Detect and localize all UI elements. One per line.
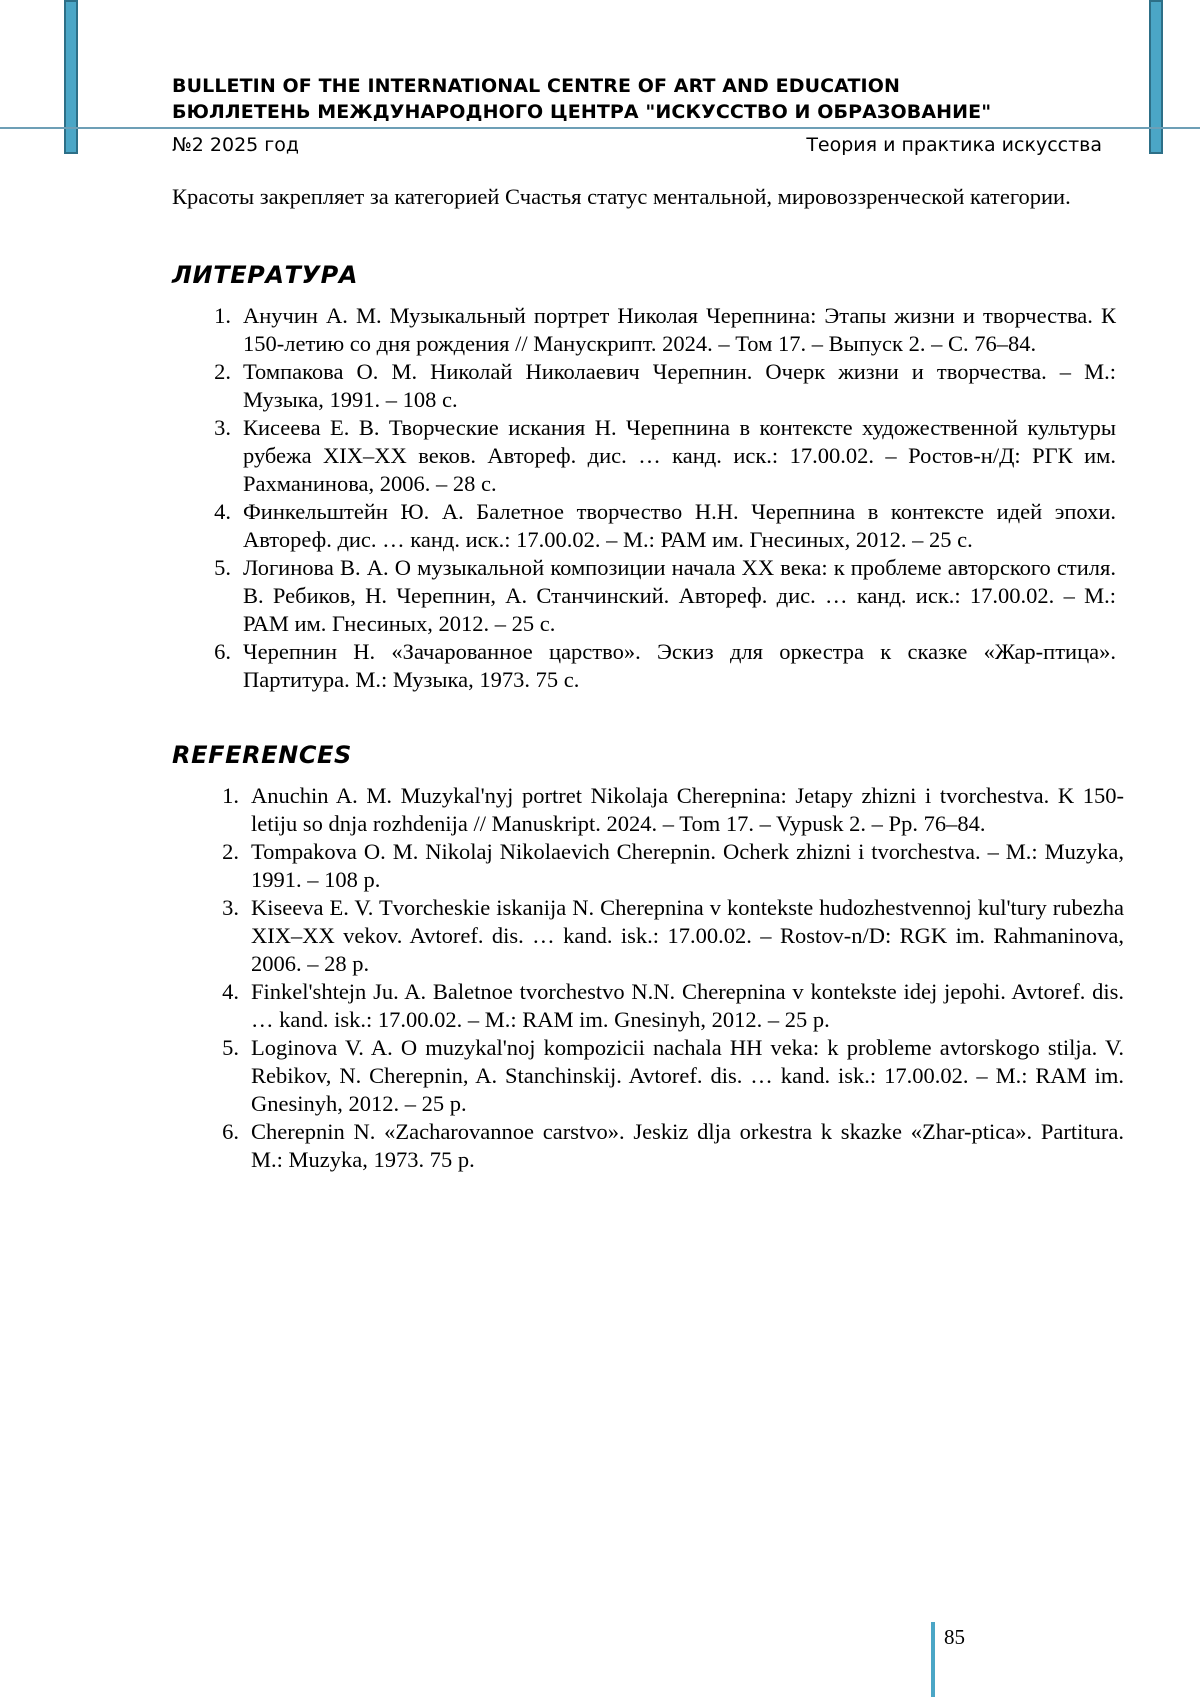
reference-item-text: Cherepnin N. «Zacharovannoe carstvo». Jeskiz dlja orkestra k skazke «Zhar-ptica». Partitura. M.: Muzyka, 1973. 75 p. <box>251 1119 1124 1172</box>
journal-title-ru: БЮЛЛЕТЕНЬ МЕЖДУНАРОДНОГО ЦЕНТРА "ИСКУССТВО И ОБРАЗОВАНИЕ" <box>172 101 992 123</box>
header-accent-bar-left <box>64 0 78 154</box>
literature-item <box>214 414 1116 498</box>
reference-item-number: 3. <box>222 895 239 920</box>
page-number-rule <box>931 1622 935 1697</box>
literature-list <box>214 302 1116 694</box>
reference-item-number: 6. <box>222 1119 239 1144</box>
reference-item <box>222 1118 1124 1174</box>
reference-item <box>222 1034 1124 1118</box>
header-divider <box>0 127 1200 129</box>
journal-title-en: BULLETIN OF THE INTERNATIONAL CENTRE OF ART AND EDUCATION <box>172 75 900 97</box>
references-list <box>222 782 1124 1174</box>
literature-item-number: 1. <box>214 303 231 328</box>
page-number: 85 <box>944 1625 965 1649</box>
intro-paragraph: Красоты закрепляет за категорией Счастья статус ментальной, мировоззренческой категории. <box>172 184 1071 209</box>
reference-item <box>222 978 1124 1034</box>
literature-item-text: Финкельштейн Ю. А. Балетное творчество Н.Н. Черепнина в контексте идей эпохи. Автореф. дис. … канд. иск.: 17.00.02. – М.: РАМ им. Гнесиных, 2012. – 25 с. <box>243 499 1116 552</box>
literature-heading: ЛИТЕРАТУРА <box>172 261 358 289</box>
literature-item-text: Томпакова О. М. Николай Николаевич Черепнин. Очерк жизни и творчества. – М.: Музыка, 1991. – 108 с. <box>243 359 1116 412</box>
reference-item-number: 1. <box>222 783 239 808</box>
literature-item-number: 5. <box>214 555 231 580</box>
literature-item <box>214 638 1116 694</box>
literature-item <box>214 358 1116 414</box>
section-label: Теория и практика искусства <box>806 134 1102 156</box>
reference-item-text: Anuchin A. M. Muzykal'nyj portret Nikolaja Cherepnina: Jetapy zhizni i tvorchestva. K 150-letiju so dnja rozhdenija // Manuskript. 2024. – Tom 17. – Vypusk 2. – Pp. 76–84. <box>251 783 1124 836</box>
reference-item-number: 5. <box>222 1035 239 1060</box>
literature-item-number: 4. <box>214 499 231 524</box>
reference-item-number: 2. <box>222 839 239 864</box>
literature-item-text: Черепнин Н. «Зачарованное царство». Эскиз для оркестра к сказке «Жар-птица». Партитура. М.: Музыка, 1973. 75 с. <box>243 639 1116 692</box>
reference-item-text: Finkel'shtejn Ju. A. Baletnoe tvorchestvo N.N. Cherepnina v kontekste idej jepohi. Avtoref. dis. … kand. isk.: 17.00.02. – M.: RAM im. Gnesinyh, 2012. – 25 p. <box>251 979 1124 1032</box>
literature-item-number: 2. <box>214 359 231 384</box>
reference-item-text: Tompakova O. M. Nikolaj Nikolaevich Cherepnin. Ocherk zhizni i tvorchestva. – M.: Muzyka, 1991. – 108 p. <box>251 839 1124 892</box>
literature-item-number: 3. <box>214 415 231 440</box>
header-accent-bar-right <box>1149 0 1163 154</box>
literature-item-text: Анучин А. М. Музыкальный портрет Николая Черепнина: Этапы жизни и творчества. К 150-летию со дня рождения // Манускрипт. 2024. – Том 17. – Выпуск 2. – С. 76–84. <box>243 303 1116 356</box>
reference-item-text: Kiseeva E. V. Tvorcheskie iskanija N. Cherepnina v kontekste hudozhestvennoj kul'tury rubezha XIX–XX vekov. Avtoref. dis. … kand. isk.: 17.00.02. – Rostov-n/D: RGK im. Rahmaninova, 2006. – 28 p. <box>251 895 1124 976</box>
reference-item <box>222 782 1124 838</box>
literature-item <box>214 498 1116 554</box>
issue-label: №2 2025 год <box>172 134 300 156</box>
reference-item <box>222 894 1124 978</box>
literature-item-text: Кисеева Е. В. Творческие искания Н. Черепнина в контексте художественной культуры рубежа XIX–XX веков. Автореф. дис. … канд. иск.: 17.00.02. – Ростов-н/Д: РГК им. Рахманинова, 2006. – 28 с. <box>243 415 1116 496</box>
reference-item-number: 4. <box>222 979 239 1004</box>
journal-title <box>172 73 991 125</box>
reference-item <box>222 838 1124 894</box>
literature-item-number: 6. <box>214 639 231 664</box>
references-heading: REFERENCES <box>172 741 352 769</box>
reference-item-text: Loginova V. A. O muzykal'noj kompozicii nachala HH veka: k probleme avtorskogo stilja. V. Rebikov, N. Cherepnin, A. Stanchinskij. Avtoref. dis. … kand. isk.: 17.00.02. – M.: RAM im. Gnesinyh, 2012. – 25 p. <box>251 1035 1124 1116</box>
literature-item-text: Логинова В. А. О музыкальной композиции начала ХХ века: к проблеме авторского стиля. В. Ребиков, Н. Черепнин, А. Станчинский. Автореф. дис. … канд. иск.: 17.00.02. – М.: РАМ им. Гнесиных, 2012. – 25 с. <box>243 555 1116 636</box>
literature-item <box>214 302 1116 358</box>
literature-item <box>214 554 1116 638</box>
